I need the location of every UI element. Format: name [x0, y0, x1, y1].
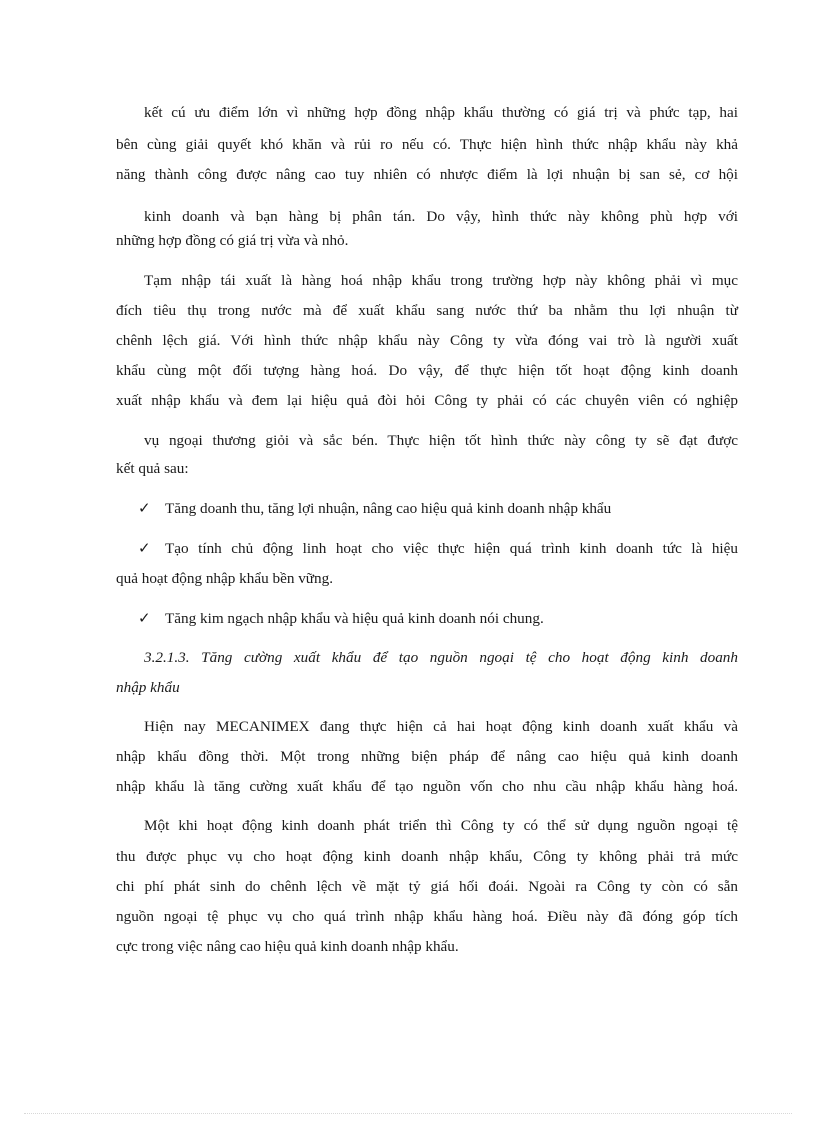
text-line: Tạm nhập tái xuất là hàng hoá nhập khẩu trong trường hợp này không phải vì mục	[144, 272, 738, 289]
check-icon: ✓	[138, 501, 151, 517]
bullet-item: Tăng kim ngạch nhập khẩu và hiệu quả kinh doanh nói chung.	[165, 610, 544, 627]
text-line: Một khi hoạt động kinh doanh phát triển thì Công ty có thể sử dụng nguồn ngoại tệ	[144, 817, 738, 834]
text-line: kết quả sau:	[116, 460, 189, 477]
text-line: nhập khẩu là tăng cường xuất khẩu để tạo nguồn vốn cho nhu cầu nhập khẩu hàng hoá.	[116, 778, 738, 795]
text-line: nguồn ngoại tệ phục vụ cho quá trình nhập khẩu hàng hoá. Điều này đã đóng góp tích	[116, 908, 738, 925]
section-heading: 3.2.1.3. Tăng cường xuất khẩu để tạo nguồn ngoại tệ cho hoạt động kinh doanh	[144, 649, 738, 666]
text-line: nhập khẩu đồng thời. Một trong những biện pháp để nâng cao hiệu quả kinh doanh	[116, 748, 738, 765]
bullet-item: Tạo tính chủ động linh hoạt cho việc thực hiện quá trình kinh doanh tức là hiệu	[165, 540, 738, 557]
text-line: kinh doanh và bạn hàng bị phân tán. Do vậy, hình thức này không phù hợp với	[144, 208, 738, 225]
text-line: chênh lệch giá. Với hình thức nhập khẩu này Công ty vừa đóng vai trò là người xuất	[116, 332, 738, 349]
text-line: đích tiêu thụ trong nước mà để xuất khẩu sang nước thứ ba nhằm thu lợi nhuận từ	[116, 302, 738, 319]
text-line: thu được phục vụ cho hoạt động kinh doanh nhập khẩu, Công ty không phải trả mức	[116, 848, 738, 865]
text-line: chi phí phát sinh do chênh lệch về mặt tỷ giá hối đoái. Ngoài ra Công ty còn có sẵn	[116, 878, 738, 895]
text-line: bên cùng giải quyết khó khăn và rủi ro nếu có. Thực hiện hình thức nhập khẩu này khả	[116, 136, 738, 153]
text-line: vụ ngoại thương giỏi và sắc bén. Thực hiện tốt hình thức này công ty sẽ đạt được	[144, 432, 738, 449]
check-icon: ✓	[138, 611, 151, 627]
bullet-item: Tăng doanh thu, tăng lợi nhuận, nâng cao hiệu quả kinh doanh nhập khẩu	[165, 500, 612, 517]
page-bottom-divider	[24, 1113, 792, 1114]
text-line: khẩu cùng một đối tượng hàng hoá. Do vậy, để thực hiện tốt hoạt động kinh doanh	[116, 362, 738, 379]
section-heading-continued: nhập khẩu	[116, 679, 180, 696]
bullet-item-continued: quả hoạt động nhập khẩu bền vững.	[116, 570, 334, 587]
text-line: Hiện nay MECANIMEX đang thực hiện cả hai hoạt động kinh doanh xuất khẩu và	[144, 718, 738, 735]
text-line: năng thành công được nâng cao tuy nhiên có nhược điểm là lợi nhuận bị san sẻ, cơ hội	[116, 166, 738, 183]
text-line: xuất nhập khẩu và đem lại hiệu quả đòi hỏi Công ty phải có các chuyên viên có nghiệp	[116, 392, 738, 409]
text-line: những hợp đồng có giá trị vừa và nhỏ.	[116, 232, 349, 249]
text-line: cực trong việc nâng cao hiệu quả kinh doanh nhập khẩu.	[116, 938, 459, 955]
text-line: kết cú ưu điểm lớn vì những hợp đồng nhập khẩu thường có giá trị và phức tạp, hai	[144, 104, 738, 121]
check-icon: ✓	[138, 541, 151, 557]
